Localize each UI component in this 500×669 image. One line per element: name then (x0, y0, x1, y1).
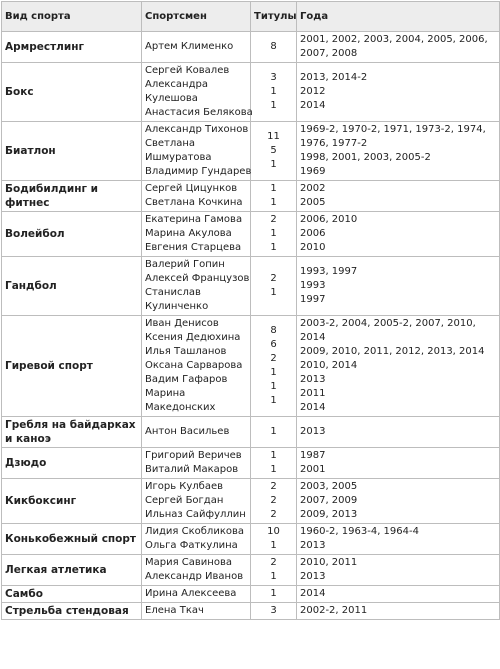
titles-count: 2 (270, 353, 277, 364)
titles-cell (251, 417, 297, 448)
athlete-name: Иван Денисов (145, 318, 219, 329)
header-titles: Титулы (251, 2, 297, 32)
table-row (2, 181, 500, 212)
table-row (2, 63, 500, 122)
sport-cell: Биатлон (2, 122, 142, 181)
header-sport: Вид спорта (2, 2, 142, 32)
titles-count: 3 (270, 72, 277, 83)
titles-count: 3 (270, 605, 277, 616)
titles-cell (251, 32, 297, 63)
years-cell (297, 417, 500, 448)
athlete-name: Григорий Веричев (145, 450, 242, 461)
athlete-cell (142, 417, 251, 448)
years-cell (297, 524, 500, 555)
titles-count: 1 (270, 367, 277, 378)
years-list: 2010, 2014 (300, 360, 358, 371)
table-row (2, 212, 500, 257)
athlete-name: Лидия Скобликова (145, 526, 245, 537)
titles-count: 2 (270, 214, 277, 225)
years-list: 1969 (300, 166, 326, 177)
athlete-name: Сергей Цицунков (145, 183, 238, 194)
years-list: 2002-2, 2011 (300, 605, 368, 616)
years-list: 2010, 2011 (300, 557, 358, 568)
sport-cell: Конькобежный спорт (2, 524, 142, 555)
years-list: 2007, 2009 (300, 495, 358, 506)
athlete-cell (142, 603, 251, 620)
athlete-cell (142, 212, 251, 257)
titles-cell (251, 63, 297, 122)
table-row (2, 32, 500, 63)
years-list: 2005 (300, 197, 326, 208)
sport-cell: Легкая атлетика (2, 555, 142, 586)
titles-cell (251, 448, 297, 479)
athlete-name: Марина (145, 388, 186, 399)
years-cell (297, 122, 500, 181)
athlete-cell (142, 316, 251, 417)
athlete-name: Владимир Гундарев (145, 166, 252, 177)
titles-count: 1 (270, 159, 277, 170)
table-row (2, 479, 500, 524)
years-list: 2009, 2013 (300, 509, 358, 520)
years-cell (297, 479, 500, 524)
header-athlete: Спортсмен (142, 2, 251, 32)
sport-cell: Гиревой спорт (2, 316, 142, 417)
table-row (2, 448, 500, 479)
athlete-cell (142, 63, 251, 122)
table-row (2, 586, 500, 603)
titles-count: 1 (270, 426, 277, 437)
sport-cell: Кикбоксинг (2, 479, 142, 524)
athlete-name: Ольга Фаткулина (145, 540, 238, 551)
athlete-name: Александр Иванов (145, 571, 244, 582)
titles-count: 2 (270, 481, 277, 492)
sports-titles-table (1, 1, 500, 620)
sport-cell: Бокс (2, 63, 142, 122)
titles-count: 8 (270, 41, 277, 52)
years-list: 2014 (300, 100, 326, 111)
years-list: 2013 (300, 426, 326, 437)
athlete-name: Кулешова (145, 93, 198, 104)
athlete-name: Сергей Ковалев (145, 65, 230, 76)
sport-cell: Стрельба стендовая (2, 603, 142, 620)
years-list: 2009, 2010, 2011, 2012, 2013, 2014 (300, 346, 485, 357)
years-list: 2003, 2005 (300, 481, 358, 492)
years-list: 1993, 1997 (300, 266, 358, 277)
titles-count: 8 (270, 325, 277, 336)
athlete-name: Екатерина Гамова (145, 214, 243, 225)
titles-cell (251, 524, 297, 555)
athlete-name: Анастасия Белякова (145, 107, 253, 118)
athlete-name: Ильназ Сайфуллин (145, 509, 246, 520)
athlete-name: Кулинченко (145, 301, 209, 312)
athlete-name: Сергей Богдан (145, 495, 224, 506)
titles-cell (251, 479, 297, 524)
athlete-cell (142, 524, 251, 555)
table-row (2, 603, 500, 620)
titles-cell (251, 316, 297, 417)
athlete-name: Оксана Сарварова (145, 360, 243, 371)
table-row (2, 316, 500, 417)
athlete-name: Игорь Кулбаев (145, 481, 224, 492)
athlete-name: Светлана (145, 138, 196, 149)
titles-cell (251, 181, 297, 212)
years-list: 2013 (300, 540, 326, 551)
titles-count: 1 (270, 100, 277, 111)
titles-count: 5 (270, 145, 277, 156)
titles-count: 1 (270, 183, 277, 194)
titles-count: 1 (270, 540, 277, 551)
years-cell (297, 316, 500, 417)
years-cell (297, 181, 500, 212)
years-list: 2006, 2010 (300, 214, 358, 225)
titles-count: 1 (270, 197, 277, 208)
table-row (2, 555, 500, 586)
years-list: 2011 (300, 388, 326, 399)
athlete-name: Александр Тихонов (145, 124, 249, 135)
titles-cell (251, 555, 297, 586)
years-list: 2014 (300, 402, 326, 413)
years-cell (297, 63, 500, 122)
sport-cell: Гандбол (2, 257, 142, 316)
athlete-name: Илья Ташланов (145, 346, 227, 357)
header-years: Года (297, 2, 500, 32)
table-row (2, 417, 500, 448)
athlete-cell (142, 257, 251, 316)
athlete-cell (142, 479, 251, 524)
athlete-cell (142, 181, 251, 212)
years-cell (297, 555, 500, 586)
athlete-name: Ирина Алексеева (145, 588, 237, 599)
sport-cell: Дзюдо (2, 448, 142, 479)
athlete-name: Артем Клименко (145, 41, 234, 52)
sport-cell: Самбо (2, 586, 142, 603)
athlete-name: Евгения Старцева (145, 242, 242, 253)
titles-count: 1 (270, 588, 277, 599)
athlete-cell (142, 448, 251, 479)
athlete-cell (142, 122, 251, 181)
titles-count: 1 (270, 228, 277, 239)
athlete-name: Валерий Гопин (145, 259, 225, 270)
years-list: 2013 (300, 571, 326, 582)
titles-count: 11 (267, 131, 280, 142)
years-list: 1960-2, 1963-4, 1964-4 (300, 526, 419, 537)
athlete-name: Елена Ткач (145, 605, 204, 616)
titles-count: 2 (270, 495, 277, 506)
titles-count: 10 (267, 526, 280, 537)
athlete-name: Станислав (145, 287, 201, 298)
years-cell (297, 212, 500, 257)
athlete-name: Виталий Макаров (145, 464, 239, 475)
titles-count: 1 (270, 395, 277, 406)
titles-cell (251, 586, 297, 603)
athlete-name: Светлана Кочкина (145, 197, 243, 208)
athlete-name: Александра (145, 79, 208, 90)
header-row (2, 2, 500, 32)
years-cell (297, 603, 500, 620)
years-list: 2006 (300, 228, 326, 239)
athlete-name: Мария Савинова (145, 557, 232, 568)
years-list: 2013, 2014-2 (300, 72, 368, 83)
titles-count: 1 (270, 242, 277, 253)
table-row (2, 524, 500, 555)
athlete-cell (142, 32, 251, 63)
athlete-name: Алексей Французов (145, 273, 250, 284)
athlete-name: Марина Акулова (145, 228, 232, 239)
years-list: 1997 (300, 294, 326, 305)
titles-count: 1 (270, 450, 277, 461)
titles-cell (251, 212, 297, 257)
years-list: 1987 (300, 450, 326, 461)
athlete-cell (142, 555, 251, 586)
titles-cell (251, 122, 297, 181)
titles-cell (251, 603, 297, 620)
table-row (2, 122, 500, 181)
athlete-name: Македонских (145, 402, 216, 413)
table-row (2, 257, 500, 316)
titles-count: 1 (270, 381, 277, 392)
athlete-name: Ксения Дедюхина (145, 332, 241, 343)
titles-count: 1 (270, 464, 277, 475)
years-list: 2001, 2002, 2003, 2004, 2005, 2006, 2007, 2008 (300, 34, 488, 59)
sport-cell: Волейбол (2, 212, 142, 257)
years-cell (297, 448, 500, 479)
titles-count: 2 (270, 557, 277, 568)
athlete-name: Антон Васильев (145, 426, 230, 437)
sport-cell: Армрестлинг (2, 32, 142, 63)
years-list: 2012 (300, 86, 326, 97)
years-cell (297, 257, 500, 316)
years-list: 2001 (300, 464, 326, 475)
titles-count: 6 (270, 339, 277, 350)
years-list: 1969-2, 1970-2, 1971, 1973-2, 1974, 1976, 1977-2 (300, 124, 486, 149)
athlete-cell (142, 586, 251, 603)
titles-count: 2 (270, 509, 277, 520)
titles-count: 2 (270, 273, 277, 284)
athlete-name: Вадим Гафаров (145, 374, 228, 385)
years-list: 1993 (300, 280, 326, 291)
years-list: 2003-2, 2004, 2005-2, 2007, 2010, 2014 (300, 318, 476, 343)
athlete-name: Ишмуратова (145, 152, 212, 163)
sport-cell: Бодибилдинг и фитнес (2, 181, 142, 212)
titles-count: 1 (270, 571, 277, 582)
years-list: 2013 (300, 374, 326, 385)
years-list: 2014 (300, 588, 326, 599)
sport-cell: Гребля на байдарках и каноэ (2, 417, 142, 448)
titles-cell (251, 257, 297, 316)
years-list: 1998, 2001, 2003, 2005-2 (300, 152, 431, 163)
titles-count: 1 (270, 86, 277, 97)
years-cell (297, 32, 500, 63)
years-list: 2002 (300, 183, 326, 194)
titles-count: 1 (270, 287, 277, 298)
years-list: 2010 (300, 242, 326, 253)
years-cell (297, 586, 500, 603)
